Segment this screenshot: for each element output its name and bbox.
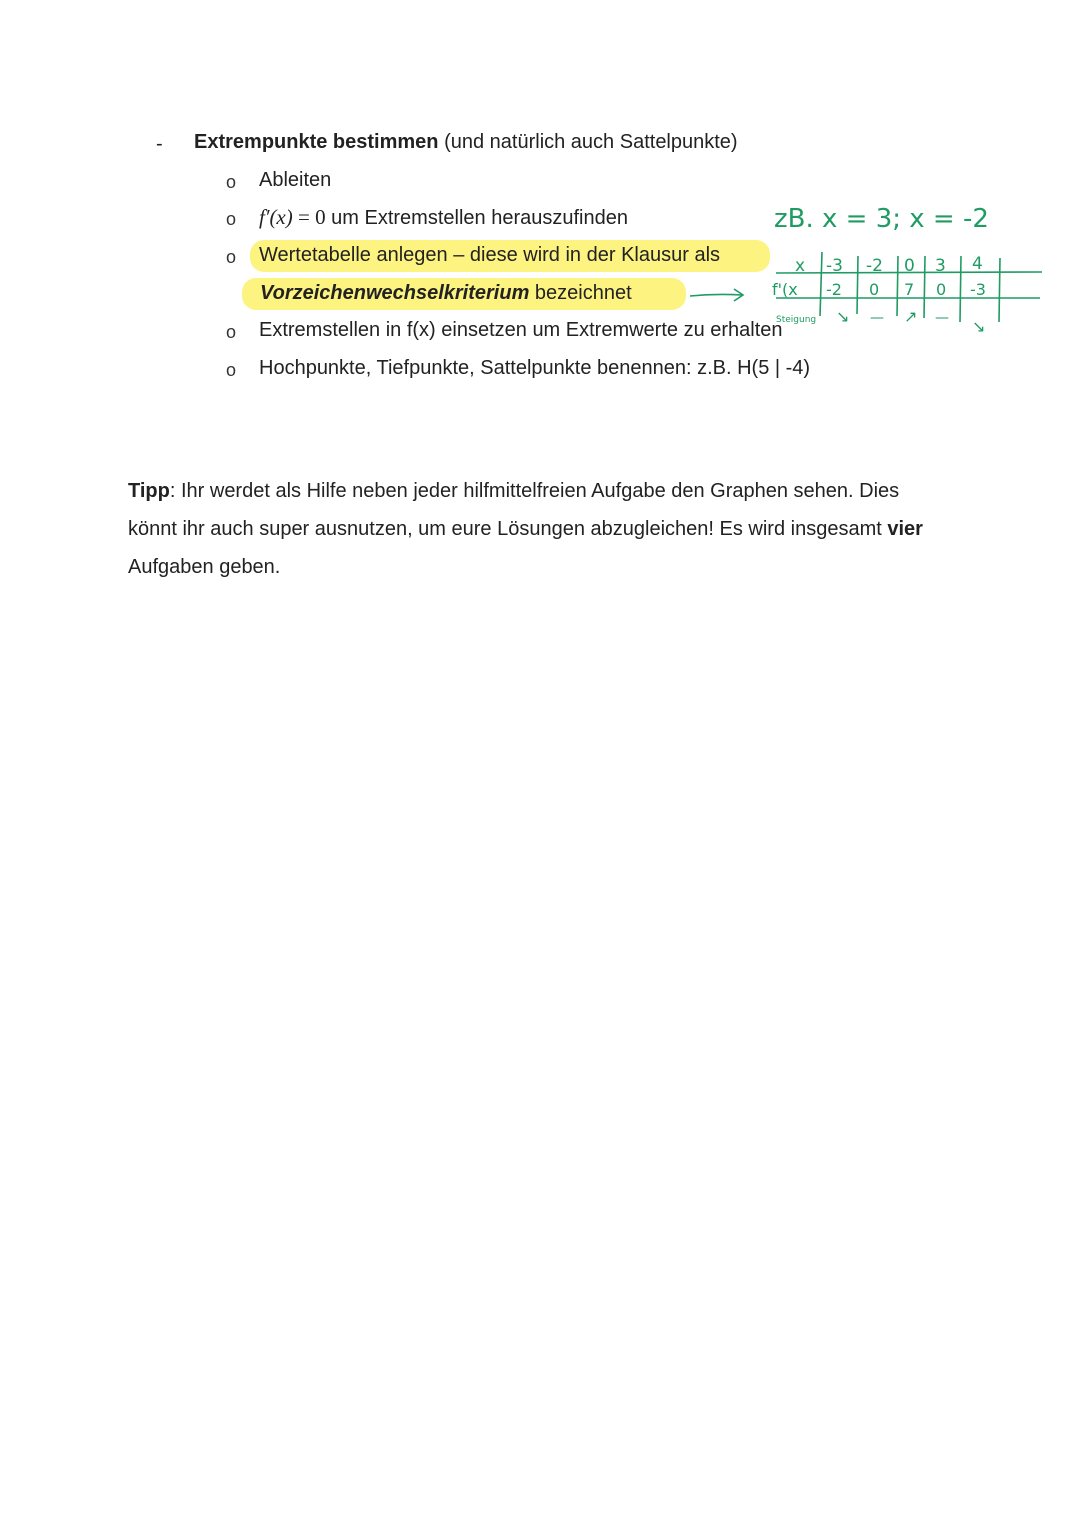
bullet-marker: o — [226, 172, 237, 192]
handwritten-x-value: 4 — [972, 254, 983, 274]
handwritten-f-value: 7 — [904, 280, 915, 299]
handwritten-x-value: -2 — [866, 256, 883, 276]
math-f-prime: f′(x) = 0 — [259, 205, 326, 229]
section-heading-bold: Extrempunkte bestimmen — [194, 131, 439, 153]
handwritten-annotation — [0, 0, 1080, 400]
bullet-marker: o — [226, 209, 237, 229]
handwritten-f-value: -3 — [970, 280, 986, 299]
trend-flat-icon: — — [870, 310, 884, 326]
handwritten-x-value: 0 — [904, 256, 915, 276]
handwritten-f-value: -2 — [826, 280, 842, 299]
list-item-text: um Extremstellen herauszufinden — [325, 207, 628, 229]
list-dash: - — [156, 133, 163, 155]
handwritten-f-value: 0 — [936, 280, 947, 299]
trend-down-icon: ↘ — [836, 307, 850, 326]
tip-paragraph: Tipp: Ihr werdet als Hilfe neben jeder hilfmittelfreien Aufgabe den Graphen sehen. Dies könnt ihr auch super ausnutzen, um eure Lösungen abzugleichen! Es wird insgesamt vier Aufgaben geben. — [128, 480, 923, 578]
list-item-wertetabelle-line2: Vorzeichenwechselkriterium bezeichnet — [260, 282, 632, 304]
bullet-marker: o — [226, 247, 237, 267]
list-item-extremwerte: Extremstellen in f(x) einsetzen um Extremwerte zu erhalten — [259, 319, 783, 341]
bullet-marker: o — [226, 322, 237, 342]
handwritten-f-value: 0 — [869, 280, 880, 299]
bullet-marker: o — [226, 360, 237, 380]
trend-flat-icon: — — [935, 310, 949, 326]
handwritten-row-x: x — [795, 256, 806, 276]
term-vzw-kriterium: Vorzeichenwechselkriterium — [260, 282, 530, 304]
section-heading-rest: (und natürlich auch Sattelpunkte) — [438, 131, 738, 153]
handwritten-row-f: f'(x — [772, 280, 798, 299]
list-item-ableiten: Ableiten — [259, 169, 332, 191]
tip-bold-word: vier — [887, 518, 923, 540]
handwritten-x-value: -3 — [826, 256, 843, 276]
list-item-punkte-benennen: Hochpunkte, Tiefpunkte, Sattelpunkte benennen: z.B. H(5 | -4) — [259, 357, 811, 379]
trend-down-icon: ↘ — [972, 317, 986, 336]
trend-up-icon: ↗ — [904, 307, 918, 326]
list-item-wertetabelle: Wertetabelle anlegen – diese wird in der Klausur als — [259, 244, 721, 266]
tip-label: Tipp — [128, 480, 170, 502]
handwritten-row-steigung: Steigung — [776, 315, 817, 325]
handwritten-x-value: 3 — [935, 256, 946, 276]
handwritten-example: zB. x = 3; x = -2 — [774, 204, 989, 234]
